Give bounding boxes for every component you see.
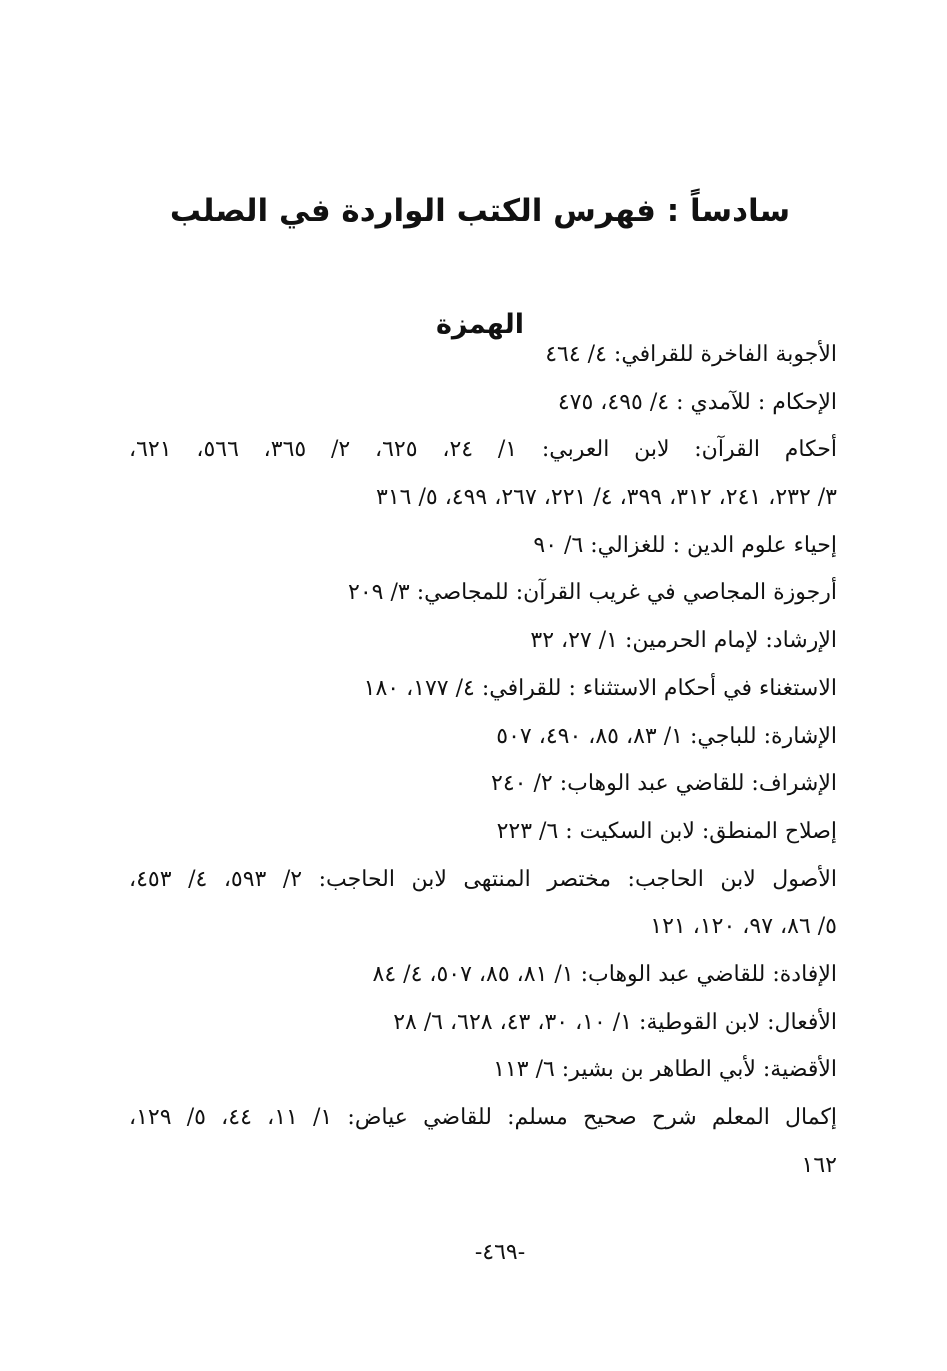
- index-entry: [129, 379, 837, 427]
- index-entry: [129, 665, 837, 713]
- index-entry-line: الإحكام : للآمدي : ٤/ ٤٩٥، ٤٧٥: [557, 389, 837, 415]
- index-entry: [129, 522, 837, 570]
- index-entry: [129, 331, 837, 379]
- index-entry: [129, 1046, 837, 1094]
- index-entry-line: أرجوزة المجاصي في غريب القرآن: للمجاصي: ٣/ ٢٠٩: [348, 580, 837, 606]
- index-entry: [129, 760, 837, 808]
- index-entry: [129, 617, 837, 665]
- index-entry-line: الأصول لابن الحاجب: مختصر المنتهى لابن الحاجب: ٢/ ٥٩٣، ٤/ ٤٥٣،: [129, 866, 837, 892]
- index-entry-line: الأقضية: لأبي الطاهر بن بشير: ٦/ ١١٣: [493, 1057, 837, 1083]
- index-entry-line: ١٦٢: [801, 1152, 837, 1178]
- index-entry: [129, 808, 837, 856]
- index-entry: [129, 569, 837, 617]
- index-entry-line: إحياء علوم الدين : للغزالي: ٦/ ٩٠: [533, 532, 837, 558]
- index-entry: [129, 951, 837, 999]
- index-entry-line: ٥/ ٨٦، ٩٧، ١٢٠، ١٢١: [650, 914, 837, 940]
- page-number: -٤٦٩-: [474, 1240, 526, 1265]
- index-entry-line: الإشارة: للباجي: ١/ ٨٣، ٨٥، ٤٩٠، ٥٠٧: [496, 723, 837, 749]
- page-title: سادساً : فهرس الكتب الواردة في الصلب: [169, 192, 791, 229]
- index-entry-line: الإشراف: للقاضي عبد الوهاب: ٢/ ٢٤٠: [491, 771, 837, 797]
- index-entries-list: [129, 331, 837, 1189]
- index-entry-line: الإرشاد: لإمام الحرمين: ١/ ٢٧، ٣٢: [530, 628, 837, 654]
- index-entry-line: الأفعال: لابن القوطية: ١/ ١٠، ٣٠، ٤٣، ٦٢٨، ٦/ ٢٨: [393, 1009, 837, 1035]
- index-entry: [129, 713, 837, 761]
- index-entry: [129, 856, 837, 951]
- index-entry-line: الإفادة: للقاضي عبد الوهاب: ١/ ٨١، ٨٥، ٥٠٧، ٤/ ٨٤: [372, 961, 837, 987]
- index-entry-line: ٣/ ٢٣٢، ٢٤١، ٣١٢، ٣٩٩، ٤/ ٢٢١، ٢٦٧، ٤٩٩، ٥/ ٣١٦: [376, 485, 837, 511]
- index-entry-line: أحكام القرآن: لابن العربي: ١/ ٢٤، ٦٢٥، ٢/ ٣٦٥، ٥٦٦، ٦٢١،: [129, 437, 837, 463]
- index-entry-line: إصلاح المنطق: لابن السكيت : ٦/ ٢٢٣: [496, 818, 837, 844]
- index-entry: [129, 426, 837, 521]
- index-entry-line: إكمال المعلم شرح صحيح مسلم: للقاضي عياض: ١/ ١١، ٤٤، ٥/ ١٢٩،: [129, 1105, 837, 1130]
- section-heading: الهمزة: [435, 309, 525, 341]
- index-entry-line: الاستغناء في أحكام الاستثناء : للقرافي: ٤/ ١٧٧، ١٨٠: [363, 675, 837, 701]
- index-entry: [129, 999, 837, 1047]
- index-entry: [129, 1094, 837, 1189]
- index-entry-line: الأجوبة الفاخرة للقرافي: ٤/ ٤٦٤: [545, 342, 837, 367]
